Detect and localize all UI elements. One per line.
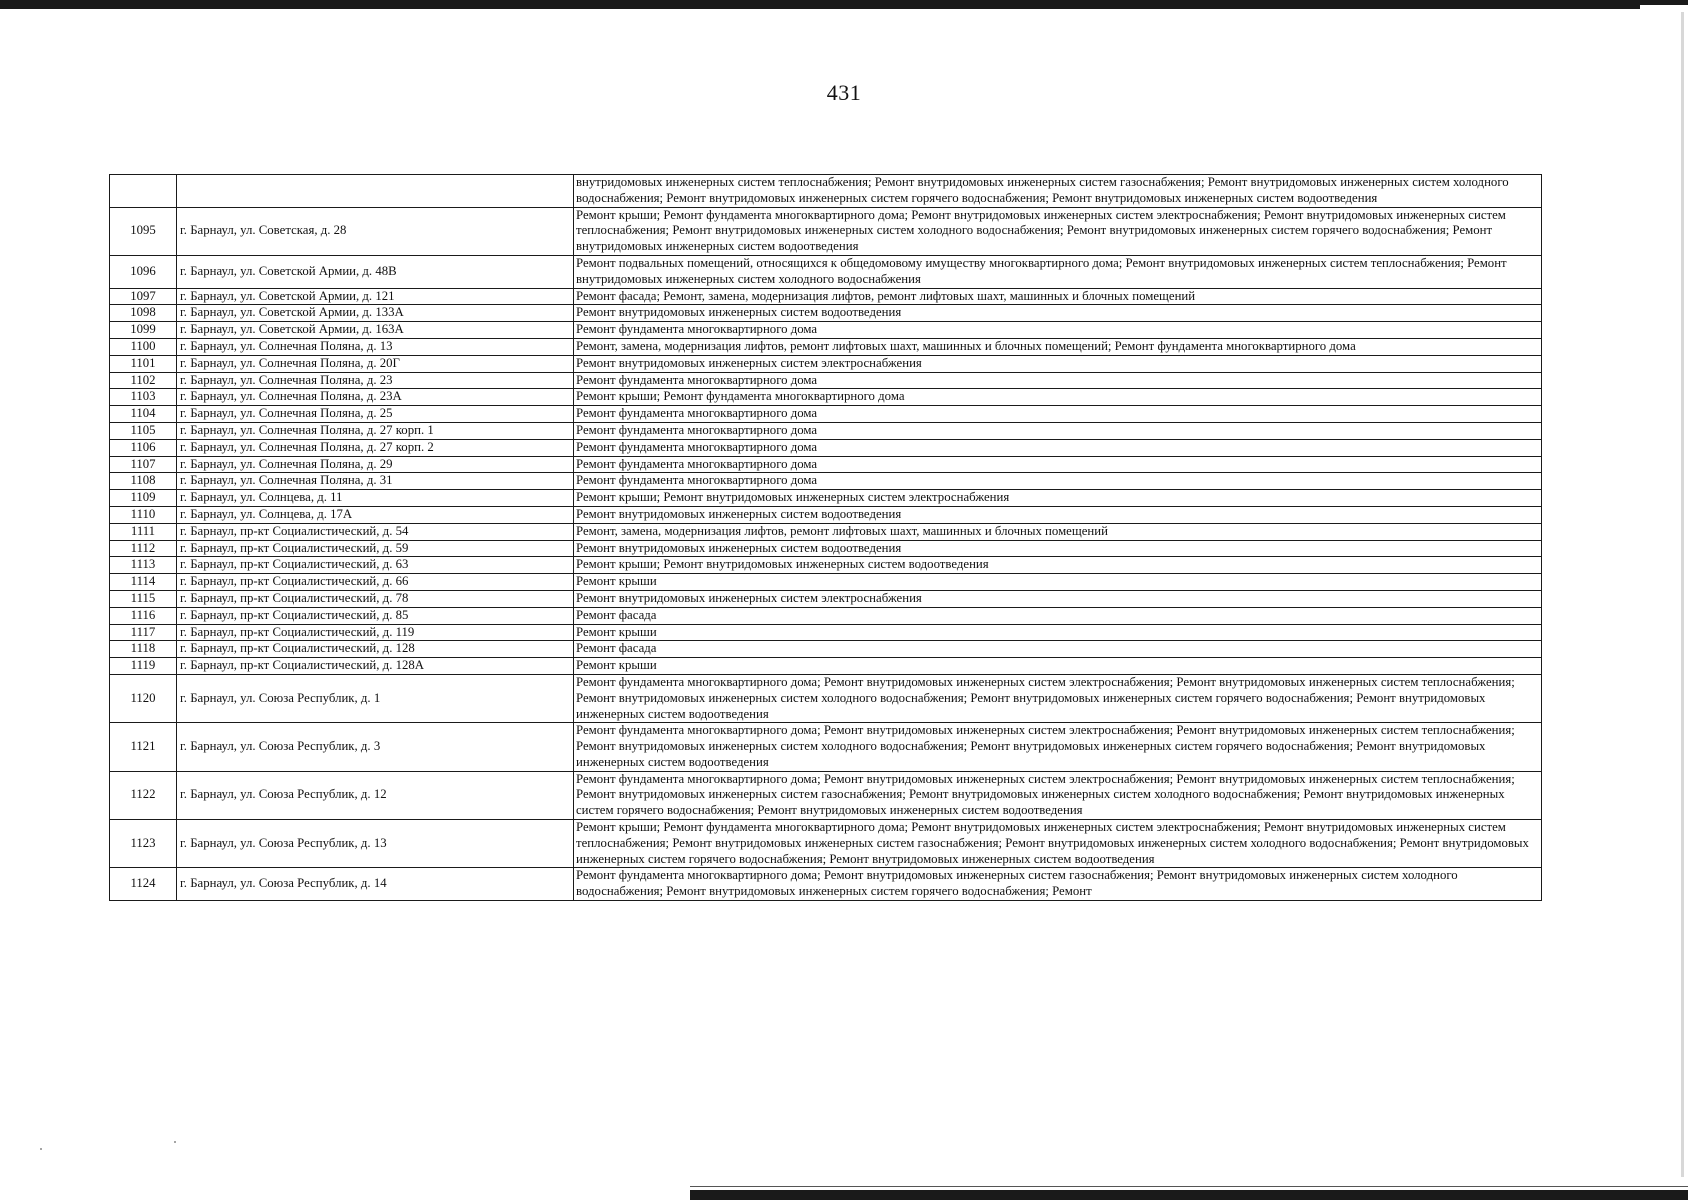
row-number: 1118 (110, 641, 177, 658)
row-address: г. Барнаул, ул. Союза Республик, д. 12 (177, 771, 574, 819)
row-number: 1110 (110, 506, 177, 523)
row-number: 1101 (110, 355, 177, 372)
row-number: 1105 (110, 422, 177, 439)
row-number: 1119 (110, 658, 177, 675)
row-number: 1116 (110, 607, 177, 624)
row-address: г. Барнаул, ул. Солнечная Поляна, д. 23А (177, 389, 574, 406)
row-work-types: Ремонт фундамента многоквартирного дома (574, 322, 1542, 339)
row-work-types: Ремонт фундамента многоквартирного дома; Ремонт внутридомовых инженерных систем электроснабжения; Ремонт внутридомовых инженерных систем теплоснабжения; Ремонт внутридомовых инженерных систем холодного водоснабжения; Ремонт внутридомовых инженерных систем горячего водоснабжения; Ремонт внутридомовых инженерных систем водоотведения (574, 674, 1542, 722)
row-number: 1100 (110, 338, 177, 355)
row-number: 1122 (110, 771, 177, 819)
page-number: 431 (826, 80, 862, 105)
row-address: г. Барнаул, пр-кт Социалистический, д. 66 (177, 574, 574, 591)
row-address: г. Барнаул, пр-кт Социалистический, д. 59 (177, 540, 574, 557)
row-address: г. Барнаул, пр-кт Социалистический, д. 119 (177, 624, 574, 641)
row-address: г. Барнаул, ул. Советской Армии, д. 48В (177, 255, 574, 288)
table-row (110, 641, 1542, 658)
row-number: 1099 (110, 322, 177, 339)
row-work-types: Ремонт фундамента многоквартирного дома (574, 439, 1542, 456)
row-work-types: Ремонт внутридомовых инженерных систем водоотведения (574, 305, 1542, 322)
row-address: г. Барнаул, ул. Солнечная Поляна, д. 25 (177, 406, 574, 423)
row-address: г. Барнаул, ул. Союза Республик, д. 1 (177, 674, 574, 722)
row-address: г. Барнаул, ул. Солнцева, д. 17А (177, 506, 574, 523)
table-row (110, 868, 1542, 901)
table-row (110, 771, 1542, 819)
row-address: г. Барнаул, пр-кт Социалистический, д. 54 (177, 523, 574, 540)
table-row (110, 355, 1542, 372)
row-address: г. Барнаул, ул. Союза Республик, д. 14 (177, 868, 574, 901)
table-row (110, 338, 1542, 355)
row-address: г. Барнаул, ул. Солнечная Поляна, д. 13 (177, 338, 574, 355)
row-work-types: Ремонт фундамента многоквартирного дома (574, 473, 1542, 490)
row-work-types: Ремонт фундамента многоквартирного дома; Ремонт внутридомовых инженерных систем электроснабжения; Ремонт внутридомовых инженерных систем теплоснабжения; Ремонт внутридомовых инженерных систем газоснабжения; Ремонт внутридомовых инженерных систем холодного водоснабжения; Ремонт внутридомовых инженерных систем горячего водоснабжения; Ремонт внутридомовых инженерных систем водоотведения (574, 771, 1542, 819)
row-work-types: Ремонт крыши (574, 658, 1542, 675)
row-address: г. Барнаул, ул. Солнечная Поляна, д. 29 (177, 456, 574, 473)
table-row (110, 723, 1542, 771)
row-address: г. Барнаул, ул. Солнечная Поляна, д. 20Г (177, 355, 574, 372)
row-number: 1103 (110, 389, 177, 406)
row-work-types: Ремонт фундамента многоквартирного дома (574, 456, 1542, 473)
table-row (110, 322, 1542, 339)
row-address: г. Барнаул, ул. Солнечная Поляна, д. 27 корп. 1 (177, 422, 574, 439)
scan-top-border-edge (1640, 0, 1688, 5)
scan-bottom-line (690, 1186, 1688, 1187)
table-row (110, 523, 1542, 540)
row-work-types: Ремонт крыши (574, 574, 1542, 591)
row-number: 1113 (110, 557, 177, 574)
row-address: г. Барнаул, ул. Солнечная Поляна, д. 31 (177, 473, 574, 490)
table-row (110, 820, 1542, 868)
row-work-types: Ремонт внутридомовых инженерных систем электроснабжения (574, 590, 1542, 607)
table-row (110, 658, 1542, 675)
scan-speck (174, 1141, 176, 1143)
row-work-types: Ремонт фасада (574, 641, 1542, 658)
row-address: г. Барнаул, пр-кт Социалистический, д. 63 (177, 557, 574, 574)
row-address: г. Барнаул, ул. Советской Армии, д. 133А (177, 305, 574, 322)
scan-speck (40, 1148, 42, 1150)
row-work-types: Ремонт фундамента многоквартирного дома (574, 422, 1542, 439)
row-number: 1097 (110, 288, 177, 305)
row-work-types: Ремонт фундамента многоквартирного дома (574, 372, 1542, 389)
table-row (110, 422, 1542, 439)
row-number: 1114 (110, 574, 177, 591)
row-work-types: Ремонт фундамента многоквартирного дома; Ремонт внутридомовых инженерных систем газоснабжения; Ремонт внутридомовых инженерных систем холодного водоснабжения; Ремонт внутридомовых инженерных систем горячего водоснабжения; Ремонт (574, 868, 1542, 901)
row-address: г. Барнаул, ул. Солнцева, д. 11 (177, 490, 574, 507)
row-number: 1107 (110, 456, 177, 473)
row-work-types: Ремонт крыши; Ремонт фундамента многоквартирного дома; Ремонт внутридомовых инженерных систем электроснабжения; Ремонт внутридомовых инженерных систем теплоснабжения; Ремонт внутридомовых инженерных систем газоснабжения; Ремонт внутридомовых инженерных систем холодного водоснабжения; Ремонт внутридомовых инженерных систем горячего водоснабжения; Ремонт внутридомовых инженерных систем водоотведения (574, 820, 1542, 868)
row-work-types: Ремонт крыши; Ремонт внутридомовых инженерных систем электроснабжения (574, 490, 1542, 507)
table-row (110, 490, 1542, 507)
row-address: г. Барнаул, ул. Союза Республик, д. 3 (177, 723, 574, 771)
row-work-types: Ремонт фасада (574, 607, 1542, 624)
table-row (110, 540, 1542, 557)
row-work-types: Ремонт крыши; Ремонт фундамента многоквартирного дома; Ремонт внутридомовых инженерных систем электроснабжения; Ремонт внутридомовых инженерных систем теплоснабжения; Ремонт внутридомовых инженерных систем холодного водоснабжения; Ремонт внутридомовых инженерных систем горячего водоснабжения; Ремонт внутридомовых инженерных систем водоотведения (574, 207, 1542, 255)
scan-top-border (0, 0, 1640, 9)
row-number: 1115 (110, 590, 177, 607)
row-address (177, 175, 574, 208)
row-address: г. Барнаул, пр-кт Социалистический, д. 128 (177, 641, 574, 658)
row-number: 1108 (110, 473, 177, 490)
table-row (110, 607, 1542, 624)
row-address: г. Барнаул, пр-кт Социалистический, д. 128А (177, 658, 574, 675)
row-address: г. Барнаул, ул. Солнечная Поляна, д. 27 корп. 2 (177, 439, 574, 456)
table-row (110, 557, 1542, 574)
row-number: 1117 (110, 624, 177, 641)
table-row (110, 506, 1542, 523)
table-row (110, 207, 1542, 255)
row-work-types: внутридомовых инженерных систем теплоснабжения; Ремонт внутридомовых инженерных систем газоснабжения; Ремонт внутридомовых инженерных систем холодного водоснабжения; Ремонт внутридомовых инженерных систем горячего водоснабжения; Ремонт внутридомовых инженерных систем водоотведения (574, 175, 1542, 208)
table-row (110, 439, 1542, 456)
scan-bottom-border (690, 1190, 1688, 1200)
row-work-types: Ремонт крыши (574, 624, 1542, 641)
row-address: г. Барнаул, пр-кт Социалистический, д. 78 (177, 590, 574, 607)
row-address: г. Барнаул, пр-кт Социалистический, д. 85 (177, 607, 574, 624)
repair-table (109, 174, 1542, 901)
row-number: 1102 (110, 372, 177, 389)
row-work-types: Ремонт внутридомовых инженерных систем электроснабжения (574, 355, 1542, 372)
table-row (110, 574, 1542, 591)
row-number: 1095 (110, 207, 177, 255)
table-row (110, 305, 1542, 322)
table-row (110, 175, 1542, 208)
row-number: 1104 (110, 406, 177, 423)
row-address: г. Барнаул, ул. Советская, д. 28 (177, 207, 574, 255)
row-number: 1123 (110, 820, 177, 868)
row-number: 1121 (110, 723, 177, 771)
row-number: 1109 (110, 490, 177, 507)
repair-table-body (110, 175, 1542, 901)
row-work-types: Ремонт, замена, модернизация лифтов, ремонт лифтовых шахт, машинных и блочных помещений; Ремонт фундамента многоквартирного дома (574, 338, 1542, 355)
table-row (110, 456, 1542, 473)
table-row (110, 590, 1542, 607)
row-number: 1106 (110, 439, 177, 456)
row-number: 1111 (110, 523, 177, 540)
row-address: г. Барнаул, ул. Союза Республик, д. 13 (177, 820, 574, 868)
row-work-types: Ремонт, замена, модернизация лифтов, ремонт лифтовых шахт, машинных и блочных помещений (574, 523, 1542, 540)
row-number: 1096 (110, 255, 177, 288)
row-number: 1112 (110, 540, 177, 557)
table-row (110, 624, 1542, 641)
row-work-types: Ремонт подвальных помещений, относящихся к общедомовому имуществу многоквартирного дома; Ремонт внутридомовых инженерных систем теплоснабжения; Ремонт внутридомовых инженерных систем холодного водоснабжения (574, 255, 1542, 288)
row-number: 1120 (110, 674, 177, 722)
row-work-types: Ремонт внутридомовых инженерных систем водоотведения (574, 540, 1542, 557)
row-work-types: Ремонт фасада; Ремонт, замена, модернизация лифтов, ремонт лифтовых шахт, машинных и блочных помещений (574, 288, 1542, 305)
row-work-types: Ремонт внутридомовых инженерных систем водоотведения (574, 506, 1542, 523)
table-row (110, 406, 1542, 423)
row-work-types: Ремонт крыши; Ремонт фундамента многоквартирного дома (574, 389, 1542, 406)
row-work-types: Ремонт фундамента многоквартирного дома; Ремонт внутридомовых инженерных систем электроснабжения; Ремонт внутридомовых инженерных систем теплоснабжения; Ремонт внутридомовых инженерных систем холодного водоснабжения; Ремонт внутридомовых инженерных систем горячего водоснабжения; Ремонт внутридомовых инженерных систем водоотведения (574, 723, 1542, 771)
row-work-types: Ремонт крыши; Ремонт внутридомовых инженерных систем водоотведения (574, 557, 1542, 574)
table-row (110, 389, 1542, 406)
scan-right-edge (1681, 12, 1684, 1177)
row-number: 1098 (110, 305, 177, 322)
table-row (110, 473, 1542, 490)
row-address: г. Барнаул, ул. Советской Армии, д. 121 (177, 288, 574, 305)
row-number (110, 175, 177, 208)
row-address: г. Барнаул, ул. Солнечная Поляна, д. 23 (177, 372, 574, 389)
row-number: 1124 (110, 868, 177, 901)
table-row (110, 372, 1542, 389)
row-address: г. Барнаул, ул. Советской Армии, д. 163А (177, 322, 574, 339)
table-row (110, 288, 1542, 305)
row-work-types: Ремонт фундамента многоквартирного дома (574, 406, 1542, 423)
table-row (110, 674, 1542, 722)
table-row (110, 255, 1542, 288)
